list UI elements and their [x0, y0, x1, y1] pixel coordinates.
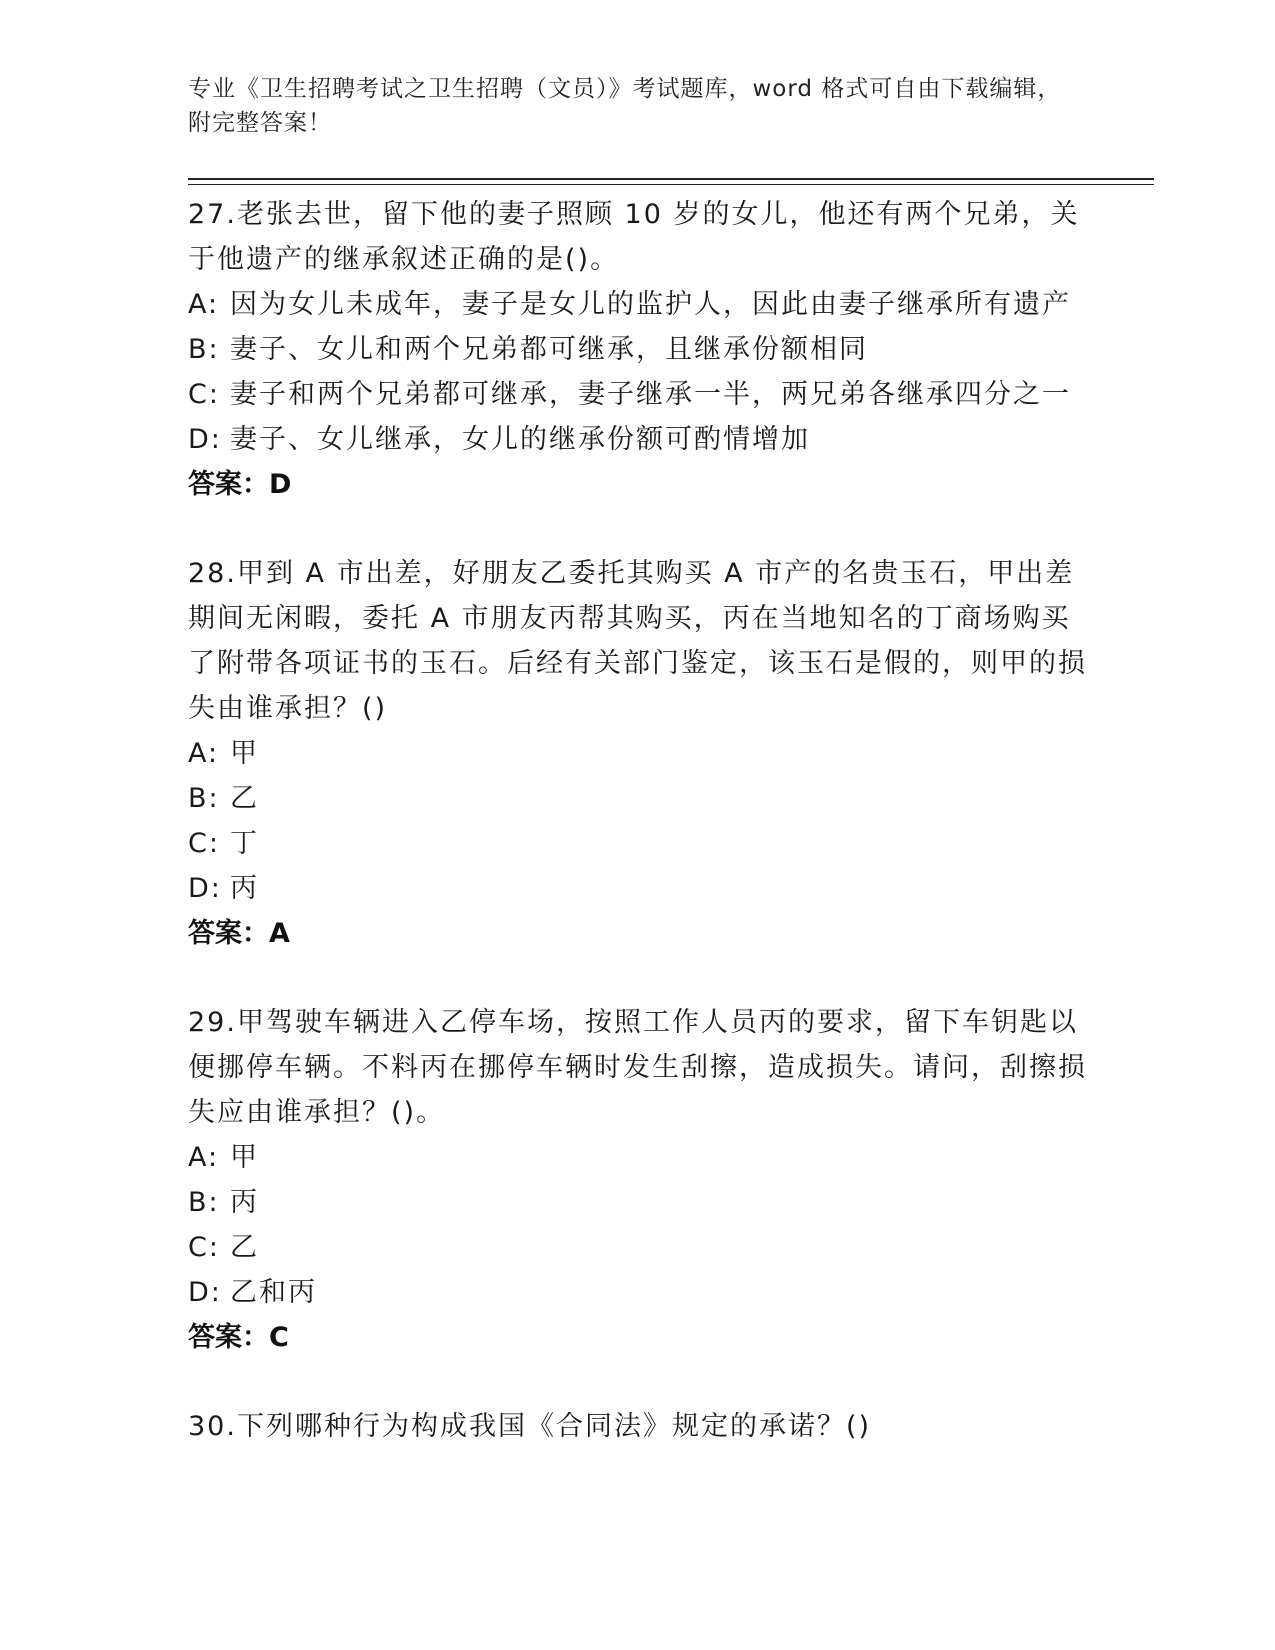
- option-text: 甲: [230, 1142, 259, 1173]
- question-30: [188, 1404, 1088, 1449]
- option-text: 妻子、女儿继承，女儿的继承份额可酌情增加: [230, 424, 810, 455]
- question-27: [188, 192, 1088, 507]
- option-c: [188, 372, 1088, 417]
- option-letter: C:: [188, 828, 220, 859]
- question-stem: 27.老张去世，留下他的妻子照顾 10 岁的女儿，他还有两个兄弟，关于他遗产的继承叙述正确的是()。: [188, 199, 1080, 275]
- option-text: 乙和丙: [230, 1277, 317, 1308]
- question-29: [188, 1000, 1088, 1360]
- question-list: [188, 192, 1088, 1493]
- option-b: [188, 327, 1088, 372]
- header-divider-thick: [188, 178, 1154, 180]
- option-text: 丙: [230, 873, 259, 904]
- option-text: 丁: [230, 828, 259, 859]
- question-28: [188, 551, 1088, 956]
- option-letter: D:: [188, 424, 222, 455]
- option-d: [188, 1270, 1088, 1315]
- option-letter: A:: [188, 738, 220, 769]
- option-letter: C:: [188, 379, 220, 410]
- option-letter: D:: [188, 873, 222, 904]
- option-letter: D:: [188, 1277, 222, 1308]
- option-letter: A:: [188, 1142, 220, 1173]
- answer: 答案：C: [188, 1322, 289, 1353]
- option-text: 甲: [230, 738, 259, 769]
- option-b: [188, 1180, 1088, 1225]
- document-header: 专业《卫生招聘考试之卫生招聘（文员）》考试题库，word 格式可自由下载编辑，附完整答案！: [188, 76, 1062, 136]
- option-d: [188, 417, 1088, 462]
- option-text: 妻子、女儿和两个兄弟都可继承，且继承份额相同: [230, 334, 868, 365]
- option-c: [188, 821, 1088, 866]
- option-letter: C:: [188, 1232, 220, 1263]
- option-letter: B:: [188, 334, 220, 365]
- question-stem: 28.甲到 A 市出差，好朋友乙委托其购买 A 市产的名贵玉石，甲出差期间无闲暇，委托 A 市朋友丙帮其购买，丙在当地知名的丁商场购买了附带各项证书的玉石。后经有关部门鉴定，该玉石是假的，则甲的损失由谁承担？(): [188, 558, 1087, 724]
- option-letter: B:: [188, 783, 220, 814]
- option-letter: B:: [188, 1187, 220, 1218]
- option-a: [188, 282, 1088, 327]
- header-divider-thin: [188, 184, 1154, 185]
- option-text: 因为女儿未成年，妻子是女儿的监护人，因此由妻子继承所有遗产: [230, 289, 1071, 320]
- option-text: 乙: [230, 783, 259, 814]
- option-a: [188, 731, 1088, 776]
- answer: 答案：A: [188, 918, 290, 949]
- option-a: [188, 1135, 1088, 1180]
- question-stem: 29.甲驾驶车辆进入乙停车场，按照工作人员丙的要求，留下车钥匙以便挪停车辆。不料丙在挪停车辆时发生刮擦，造成损失。请问，刮擦损失应由谁承担？()。: [188, 1007, 1087, 1128]
- option-text: 丙: [230, 1187, 259, 1218]
- option-d: [188, 866, 1088, 911]
- option-text: 妻子和两个兄弟都可继承，妻子继承一半，两兄弟各继承四分之一: [230, 379, 1071, 410]
- answer: 答案：D: [188, 469, 292, 500]
- option-text: 乙: [230, 1232, 259, 1263]
- option-letter: A:: [188, 289, 220, 320]
- question-stem: 30.下列哪种行为构成我国《合同法》规定的承诺？(): [188, 1411, 872, 1442]
- option-b: [188, 776, 1088, 821]
- option-c: [188, 1225, 1088, 1270]
